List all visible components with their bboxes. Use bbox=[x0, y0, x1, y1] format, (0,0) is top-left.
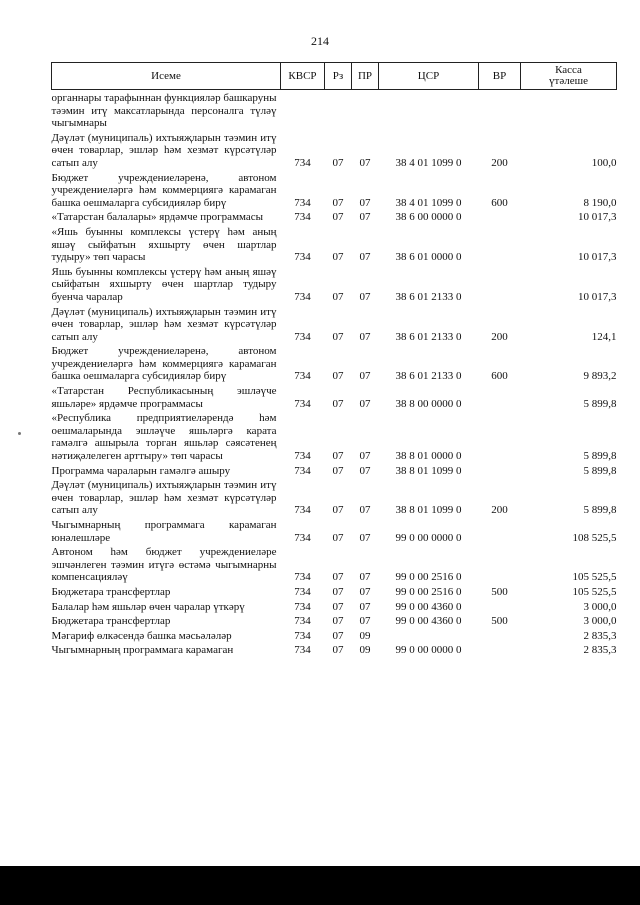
cell-pr: 07 bbox=[359, 211, 371, 224]
cell-kvsr: 734 bbox=[294, 211, 311, 224]
cell-csr bbox=[379, 90, 479, 130]
cell-amount: 108 525,5 bbox=[572, 531, 617, 544]
header-csr: ЦСР bbox=[379, 63, 479, 90]
table-row bbox=[52, 170, 617, 210]
cell-rz: 07 bbox=[332, 531, 344, 544]
table-row bbox=[52, 224, 617, 264]
cell-pr: 07 bbox=[359, 397, 371, 410]
cell-amount: 105 525,5 bbox=[572, 571, 617, 584]
cell-csr: 38 6 01 2133 0 bbox=[395, 290, 462, 303]
cell-pr: 07 bbox=[359, 615, 371, 628]
cell-name: Бюджет учреждениеләренә, автоном учреждениеләргә һәм коммерциягә карамаган башка оешмаларга субсидияләр бирү bbox=[51, 345, 277, 383]
cell-pr: 07 bbox=[359, 464, 371, 477]
table-row bbox=[52, 613, 617, 628]
cell-kvsr: 734 bbox=[294, 504, 311, 517]
cell-kvsr: 734 bbox=[294, 450, 311, 463]
cell-vr: 600 bbox=[491, 370, 508, 383]
cell-csr: 38 6 00 0000 0 bbox=[395, 211, 462, 224]
cell-kvsr: 734 bbox=[294, 615, 311, 628]
header-rz: Рз bbox=[325, 63, 352, 90]
scan-bottom-edge bbox=[0, 866, 640, 905]
cell-rz: 07 bbox=[332, 211, 344, 224]
cell-amount: 2 835,3 bbox=[583, 629, 617, 642]
table-row bbox=[52, 343, 617, 383]
cell-csr: 38 8 01 0000 0 bbox=[395, 450, 462, 463]
table-row bbox=[52, 584, 617, 599]
cell-amount: 105 525,5 bbox=[572, 585, 617, 598]
cell-name: Программа чараларын гамәлгә ашыру bbox=[51, 464, 231, 477]
cell-name: «Республика предприятиеләрендә һәм оешмаларында эшләүче яшьләргә карата гамәлгә ашырыла торган яшьләр сәясәтенең нәтиҗәлелеген арттыру» төп чарасы bbox=[51, 412, 277, 463]
cell-name: «Татарстан Республикасының эшләүче яшьләре» ярдәмче программасы bbox=[51, 385, 277, 410]
cell-csr: 38 8 01 1099 0 bbox=[395, 464, 462, 477]
cell-amount: 3 000,0 bbox=[583, 615, 617, 628]
cell-csr: 38 6 01 2133 0 bbox=[395, 370, 462, 383]
cell-amount: 2 835,3 bbox=[583, 644, 617, 657]
table-row bbox=[52, 477, 617, 517]
cell-rz: 07 bbox=[332, 585, 344, 598]
header-kvsr: КВСР bbox=[281, 63, 325, 90]
cell-vr: 500 bbox=[491, 615, 508, 628]
cell-pr: 07 bbox=[359, 196, 371, 209]
cell-kvsr: 734 bbox=[294, 251, 311, 264]
cell-rz: 07 bbox=[332, 196, 344, 209]
cell-kvsr: 734 bbox=[294, 600, 311, 613]
cell-vr bbox=[479, 383, 521, 410]
cell-rz: 07 bbox=[332, 330, 344, 343]
cell-rz: 07 bbox=[332, 615, 344, 628]
cell-kvsr: 734 bbox=[294, 330, 311, 343]
cell-name: Чыгымнарның программага карамаган bbox=[51, 644, 234, 657]
cell-pr: 09 bbox=[359, 629, 371, 642]
cell-vr bbox=[479, 544, 521, 584]
table-row bbox=[52, 544, 617, 584]
cell-csr: 99 0 00 4360 0 bbox=[395, 615, 462, 628]
cell-csr: 99 0 00 4360 0 bbox=[395, 600, 462, 613]
cell-amount: 100,0 bbox=[591, 156, 617, 169]
cell-name: Мәгариф өлкәсендә башка мәсьәләләр bbox=[51, 629, 232, 642]
cell-kvsr: 734 bbox=[294, 629, 311, 642]
cell-pr: 07 bbox=[359, 571, 371, 584]
page-number: 214 bbox=[311, 34, 329, 48]
cell-pr: 07 bbox=[359, 251, 371, 264]
cell-rz: 07 bbox=[332, 397, 344, 410]
cell-pr: 07 bbox=[359, 290, 371, 303]
cell-kvsr bbox=[281, 90, 325, 130]
header-vr: ВР bbox=[479, 63, 521, 90]
cell-kvsr: 734 bbox=[294, 290, 311, 303]
cell-amount: 5 899,8 bbox=[583, 450, 617, 463]
cell-pr: 07 bbox=[359, 600, 371, 613]
cell-rz: 07 bbox=[332, 504, 344, 517]
cell-kvsr: 734 bbox=[294, 156, 311, 169]
table-row bbox=[52, 628, 617, 643]
table-row bbox=[52, 517, 617, 544]
cell-name: Чыгымнарның программага карамаган юнәлешләре bbox=[51, 519, 277, 544]
cell-vr: 200 bbox=[491, 330, 508, 343]
cell-kvsr: 734 bbox=[294, 397, 311, 410]
cell-amount: 5 899,8 bbox=[583, 504, 617, 517]
cell-rz: 07 bbox=[332, 571, 344, 584]
cell-name: «Яшь буынны комплексы үстерү һәм аның яшәү сыйфатын яхшырту өчен шартлар тудыру» төп чарасы bbox=[51, 225, 277, 264]
cell-amount bbox=[521, 90, 617, 130]
table-body bbox=[52, 90, 617, 657]
cell-vr: 600 bbox=[491, 196, 508, 209]
table-row bbox=[52, 642, 617, 657]
cell-csr: 38 6 01 2133 0 bbox=[395, 330, 462, 343]
cell-rz: 07 bbox=[332, 156, 344, 169]
cell-pr: 07 bbox=[359, 156, 371, 169]
scan-speck bbox=[18, 432, 21, 435]
cell-kvsr: 734 bbox=[294, 585, 311, 598]
budget-table bbox=[51, 62, 617, 657]
cell-amount: 3 000,0 bbox=[583, 600, 617, 613]
cell-amount: 8 190,0 bbox=[583, 196, 617, 209]
cell-csr: 99 0 00 2516 0 bbox=[395, 571, 462, 584]
cell-rz: 07 bbox=[332, 464, 344, 477]
cell-name: Дәүләт (муниципаль) ихтыяҗларын тәэмин итү өчен товарлар, эшләр һәм хезмәт күрсәтүләр сатып алу bbox=[51, 479, 277, 517]
cell-vr bbox=[479, 264, 521, 304]
cell-rz: 07 bbox=[332, 290, 344, 303]
cell-pr: 09 bbox=[359, 644, 371, 657]
table-row bbox=[52, 410, 617, 462]
cell-kvsr: 734 bbox=[294, 196, 311, 209]
table-row bbox=[52, 463, 617, 478]
cell-pr: 07 bbox=[359, 585, 371, 598]
cell-name: Балалар һәм яшьләр өчен чаралар үткәрү bbox=[51, 600, 245, 613]
table-row bbox=[52, 599, 617, 614]
cell-pr: 07 bbox=[359, 531, 371, 544]
cell-rz: 07 bbox=[332, 450, 344, 463]
cell-amount: 124,1 bbox=[591, 330, 617, 343]
table-row bbox=[52, 130, 617, 170]
cell-vr: 200 bbox=[491, 156, 508, 169]
cell-amount: 5 899,8 bbox=[583, 397, 617, 410]
cell-rz bbox=[325, 90, 352, 130]
header-name: Исеме bbox=[52, 63, 281, 90]
cell-vr bbox=[479, 224, 521, 264]
cell-csr: 38 8 00 0000 0 bbox=[395, 397, 462, 410]
table-row bbox=[52, 304, 617, 344]
cell-vr bbox=[479, 642, 521, 657]
cell-rz: 07 bbox=[332, 370, 344, 383]
table-row bbox=[52, 90, 617, 130]
header-pr: ПР bbox=[352, 63, 379, 90]
cell-csr: 99 0 00 0000 0 bbox=[395, 644, 462, 657]
cell-vr bbox=[479, 628, 521, 643]
cell-vr bbox=[479, 209, 521, 224]
cell-name: Бюджет учреждениеләренә, автоном учреждениеләргә һәм коммерциягә карамаган башка оешмаларга субсидияләр бирү bbox=[51, 171, 277, 209]
table-row bbox=[52, 383, 617, 410]
table-row bbox=[52, 209, 617, 224]
cell-rz: 07 bbox=[332, 644, 344, 657]
cell-pr: 07 bbox=[359, 370, 371, 383]
cell-amount: 10 017,3 bbox=[578, 251, 617, 264]
cell-vr: 200 bbox=[491, 504, 508, 517]
cell-name: Дәүләт (муниципаль) ихтыяҗларын тәэмин итү өчен товарлар, эшләр һәм хезмәт күрсәтүләр сатып алу bbox=[51, 305, 277, 343]
cell-rz: 07 bbox=[332, 600, 344, 613]
cell-vr bbox=[479, 90, 521, 130]
cell-rz: 07 bbox=[332, 251, 344, 264]
header-kassa-line1: Касса bbox=[555, 64, 582, 76]
cell-vr: 500 bbox=[491, 585, 508, 598]
table-row bbox=[52, 264, 617, 304]
cell-name: Автоном һәм бюджет учреждениеләре эшчәнлеген тәэмин итүгә өстәмә чыгымнарны компенсацияләү bbox=[51, 546, 277, 584]
cell-csr: 99 0 00 2516 0 bbox=[395, 585, 462, 598]
table-header-row bbox=[52, 63, 617, 90]
cell-name: «Татарстан балалары» ярдәмче программасы bbox=[51, 211, 264, 224]
cell-vr bbox=[479, 517, 521, 544]
cell-pr: 07 bbox=[359, 330, 371, 343]
cell-csr: 38 6 01 0000 0 bbox=[395, 251, 462, 264]
cell-name: органнары тарафыннан функцияләр башкаруны тәэмин итү максатларында персоналга түләү чыгымнары bbox=[51, 92, 277, 130]
cell-csr bbox=[379, 628, 479, 643]
cell-name: Дәүләт (муниципаль) ихтыяҗларын тәэмин итү өчен товарлар, эшләр һәм хезмәт күрсәтүләр сатып алу bbox=[51, 131, 277, 169]
cell-kvsr: 734 bbox=[294, 644, 311, 657]
header-kassa-line2: үтәлеше bbox=[549, 75, 588, 87]
cell-csr: 38 8 01 1099 0 bbox=[395, 504, 462, 517]
cell-pr: 07 bbox=[359, 504, 371, 517]
cell-csr: 38 4 01 1099 0 bbox=[395, 196, 462, 209]
cell-pr bbox=[352, 90, 379, 130]
cell-vr bbox=[479, 463, 521, 478]
cell-pr: 07 bbox=[359, 450, 371, 463]
cell-name: Бюджетара трансфертлар bbox=[51, 585, 171, 598]
cell-vr bbox=[479, 410, 521, 462]
cell-amount: 10 017,3 bbox=[578, 290, 617, 303]
cell-kvsr: 734 bbox=[294, 571, 311, 584]
cell-amount: 9 893,2 bbox=[583, 370, 617, 383]
cell-csr: 38 4 01 1099 0 bbox=[395, 156, 462, 169]
cell-kvsr: 734 bbox=[294, 531, 311, 544]
cell-name: Бюджетара трансфертлар bbox=[51, 615, 171, 628]
cell-amount: 5 899,8 bbox=[583, 464, 617, 477]
header-kassa bbox=[521, 63, 617, 90]
cell-csr: 99 0 00 0000 0 bbox=[395, 531, 462, 544]
cell-amount: 10 017,3 bbox=[578, 211, 617, 224]
cell-kvsr: 734 bbox=[294, 370, 311, 383]
cell-kvsr: 734 bbox=[294, 464, 311, 477]
cell-rz: 07 bbox=[332, 629, 344, 642]
cell-name: Яшь буынны комплексы үстерү һәм аның яшәү сыйфатын яхшырту өчен шартлар тудыру буенча чаралар bbox=[51, 265, 277, 303]
cell-vr bbox=[479, 599, 521, 614]
